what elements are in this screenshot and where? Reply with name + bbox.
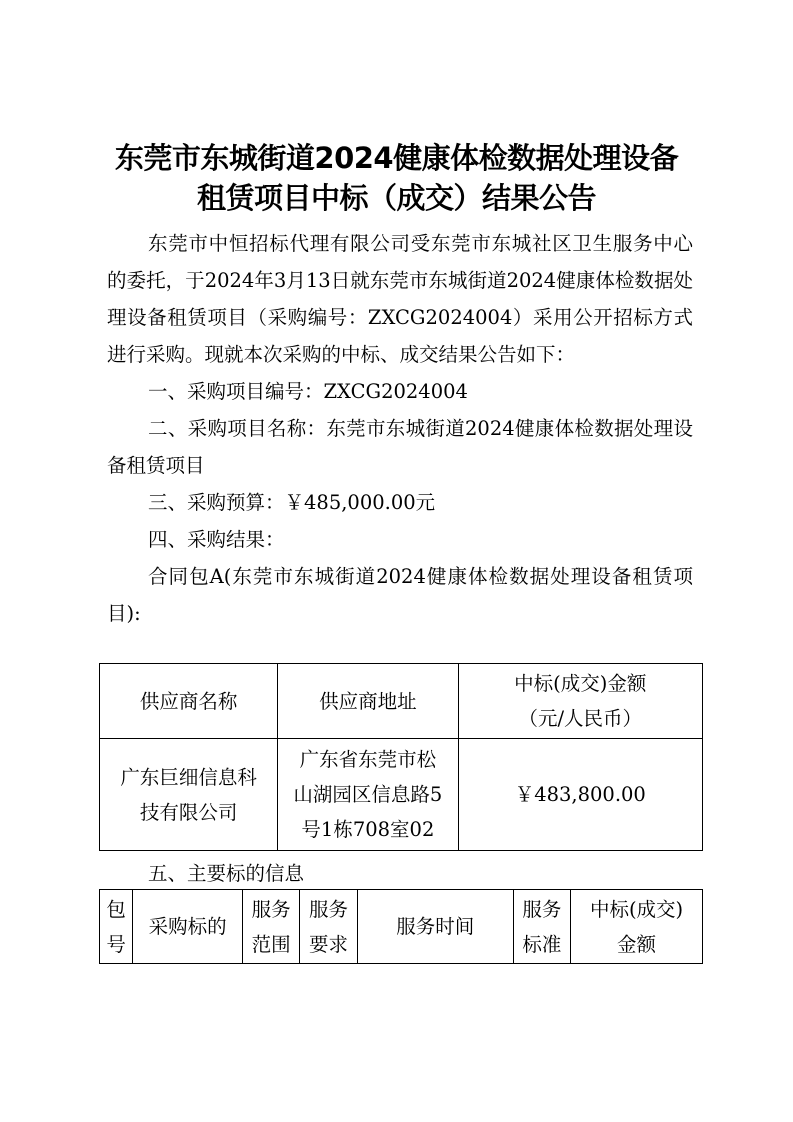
- col-scope-line-1: 服务: [251, 897, 291, 921]
- info-table: [99, 889, 703, 964]
- address-line-1: 广东省东莞市松: [299, 748, 437, 771]
- document-title: [95, 138, 698, 218]
- col-scope-line-2: 范围: [251, 932, 291, 956]
- title-line-2: 租赁项目中标（成交）结果公告: [196, 181, 596, 215]
- section-5-heading: 五、主要标的信息: [148, 862, 305, 885]
- col-standard-line-2: 标准: [522, 932, 562, 956]
- header-supplier-name: 供应商名称: [100, 664, 278, 739]
- supplier-name-line-1: 广东巨细信息科: [120, 765, 257, 789]
- col-amount: [571, 890, 703, 964]
- col-standard: [513, 890, 570, 964]
- intro-paragraph: 东莞市中恒招标代理有限公司受东莞市东城社区卫生服务中心的委托，于2024年3月13日就东莞市东城街道2024健康体检数据处理设备租赁项目（采购编号：ZXCG2024004）采用公开招标方式进行采购。现就本次采购的中标、成交结果公告如下：: [107, 232, 693, 366]
- col-target: 采购标的: [133, 890, 243, 964]
- document-body: [107, 225, 693, 632]
- col-package-line-1: 包: [106, 897, 126, 921]
- header-supplier-address: 供应商地址: [278, 664, 458, 739]
- address-line-3: 号1栋708室02: [301, 818, 435, 841]
- item-project-number: 一、采购项目编号：ZXCG2024004: [148, 380, 468, 403]
- header-amount-line-1: 中标(成交)金额: [514, 672, 647, 695]
- col-requirement: [300, 890, 357, 964]
- cell-amount: ￥483,800.00: [458, 739, 702, 851]
- cell-supplier-name: [100, 739, 278, 851]
- item-budget: 三、采购预算：￥485,000.00元: [148, 491, 436, 514]
- cell-supplier-address: [278, 739, 458, 851]
- col-scope: [242, 890, 299, 964]
- header-amount-line-2: （元/人民币）: [518, 707, 643, 730]
- item-result-heading: 四、采购结果：: [148, 528, 285, 551]
- result-table: [99, 663, 703, 851]
- col-package-line-2: 号: [106, 932, 126, 956]
- package-line: 合同包A(东莞市东城街道2024健康体检数据处理设备租赁项目):: [107, 565, 693, 625]
- col-amount-line-2: 金额: [617, 932, 657, 956]
- header-amount: [458, 664, 702, 739]
- address-line-2: 山湖园区信息路5: [293, 783, 443, 806]
- col-package: [100, 890, 133, 964]
- col-requirement-line-1: 服务: [308, 897, 348, 921]
- col-service-time: 服务时间: [357, 890, 513, 964]
- supplier-name-line-2: 技有限公司: [139, 800, 238, 824]
- col-standard-line-1: 服务: [522, 897, 562, 921]
- col-requirement-line-2: 要求: [308, 932, 348, 956]
- col-amount-line-1: 中标(成交): [589, 897, 684, 921]
- item-project-name: 二、采购项目名称：东莞市东城街道2024健康体检数据处理设备租赁项目: [107, 417, 693, 477]
- title-line-1: 东莞市东城街道2024健康体检数据处理设备: [114, 141, 679, 175]
